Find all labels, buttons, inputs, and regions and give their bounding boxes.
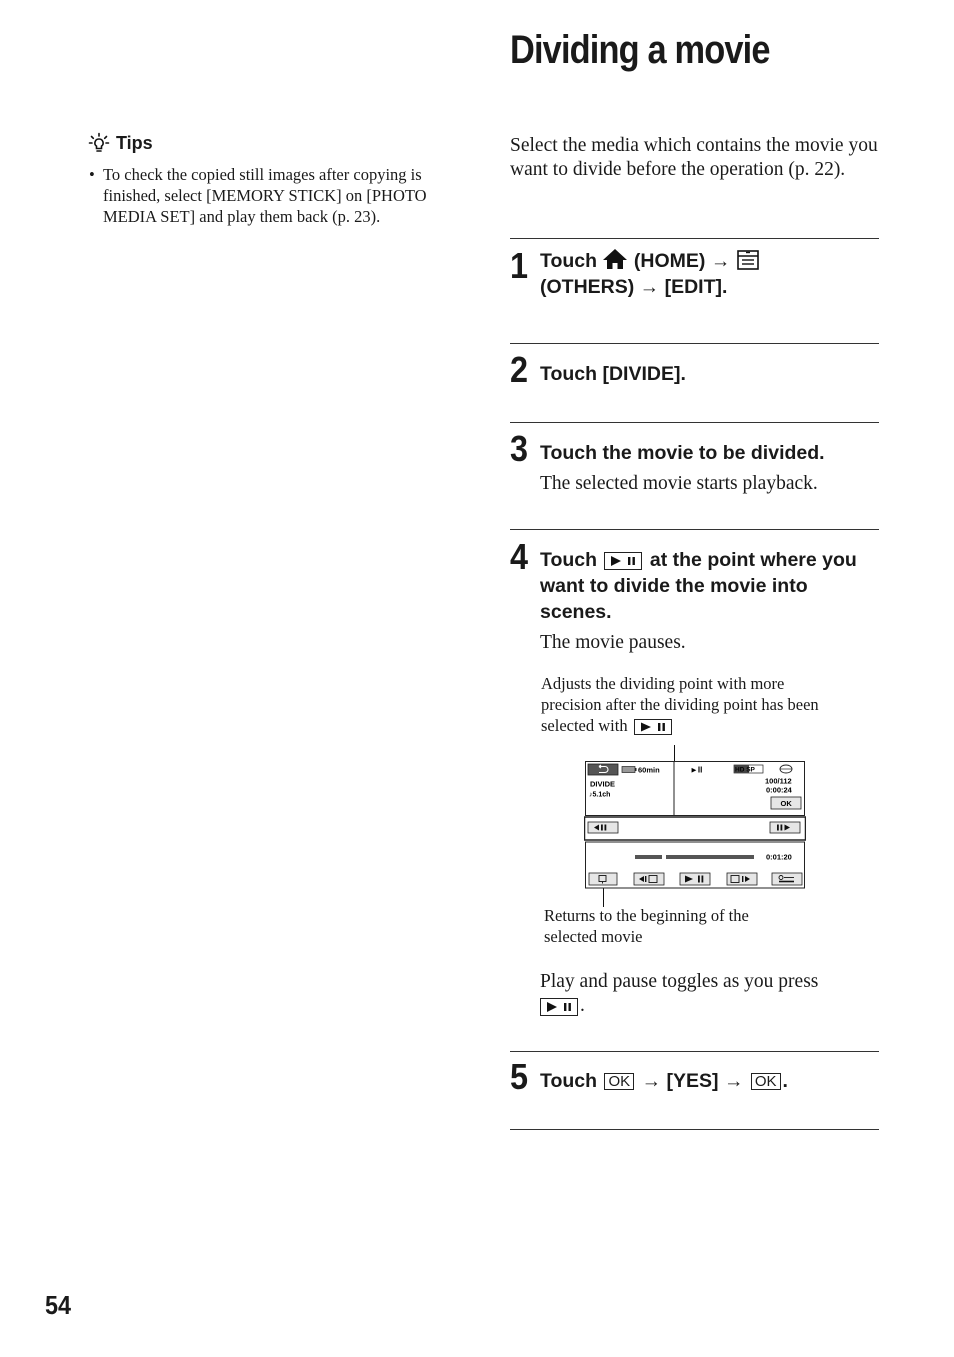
step-1 [510, 245, 879, 300]
divider [510, 1051, 879, 1052]
step-4-desc: The movie pauses. [540, 632, 686, 653]
annotation-bottom: Returns to the beginning of the selected movie [544, 906, 749, 946]
play-status: ►II [690, 765, 703, 775]
step-5-text: Touch OK → [YES] → OK . [540, 1070, 788, 1092]
step-2-text: Touch [DIVIDE]. [540, 363, 686, 385]
step-number: 3 [510, 428, 529, 469]
options-button[interactable] [772, 873, 802, 885]
ok-icon: OK [604, 1073, 634, 1090]
frame-back-button[interactable] [588, 822, 618, 833]
step-number: 4 [510, 536, 529, 577]
step-3-text: Touch the movie to be divided. [540, 442, 825, 464]
step-number: 2 [510, 349, 529, 390]
mode-label: DIVIDE [590, 779, 616, 789]
divider [510, 529, 879, 530]
audio-label: ♪5.1ch [589, 791, 611, 799]
step-3 [510, 428, 879, 496]
svg-text:OK: OK [780, 799, 792, 808]
step-4-text: Touch at the point where you want to divide the movie into scenes. [540, 549, 857, 623]
battery-icon [622, 767, 637, 773]
progress-bar-after [666, 855, 754, 859]
page-title: Dividing a movie [510, 28, 770, 72]
annotation-top: Adjusts the dividing point with more precision after the dividing point has been selected with [541, 674, 819, 735]
step-number: 5 [510, 1056, 529, 1097]
tips-heading [88, 132, 468, 154]
play-pause-button[interactable] [680, 873, 710, 885]
step-4 [510, 536, 879, 655]
lcd-screen [584, 760, 806, 890]
lightbulb-icon [88, 132, 110, 154]
home-icon [602, 248, 628, 270]
battery-time: 60min [638, 765, 660, 775]
tip-item: • To check the copied still images after copying is finished, select [MEMORY STICK] on [PHOTO MEDIA SET] and play them back (p. 23). [103, 164, 468, 227]
ok-icon: OK [751, 1073, 781, 1090]
quality-label: HD SP [735, 766, 755, 774]
divider [510, 422, 879, 423]
step-5 [510, 1056, 879, 1097]
divider [510, 238, 879, 239]
lcd-screen-illustration [584, 760, 806, 890]
time-counter: 0:00:24 [766, 785, 792, 795]
frame-forward-button[interactable] [770, 822, 800, 833]
play-pause-icon [604, 552, 642, 570]
play-pause-icon [634, 719, 672, 735]
step-number: 1 [510, 245, 529, 286]
divider [510, 343, 879, 344]
intro-text: Select the media which contains the movie you want to divide before the operation (p. 22). [510, 135, 878, 180]
back-button[interactable] [588, 764, 618, 775]
divider [510, 1129, 879, 1130]
tips-section [88, 132, 468, 227]
tips-list [88, 164, 468, 227]
ok-button[interactable] [771, 797, 801, 809]
progress-bar-before [635, 855, 662, 859]
toggle-note: Play and pause toggles as you press . [540, 971, 819, 1016]
step-3-desc: The selected movie starts playback. [540, 473, 818, 494]
page-number: 54 [45, 1290, 72, 1320]
next-button[interactable] [727, 873, 757, 885]
play-pause-icon [540, 998, 578, 1016]
return-to-start-button[interactable] [589, 873, 617, 885]
step-2 [510, 349, 879, 390]
total-time: 0:01:20 [766, 852, 792, 862]
scene-counter: 100/112 [765, 776, 792, 786]
previous-button[interactable] [634, 873, 664, 885]
step-1-text: Touch (HOME) → (OTHERS) → [EDIT]. [540, 248, 879, 300]
tips-heading-label: Tips [116, 132, 153, 153]
others-icon [736, 249, 760, 271]
